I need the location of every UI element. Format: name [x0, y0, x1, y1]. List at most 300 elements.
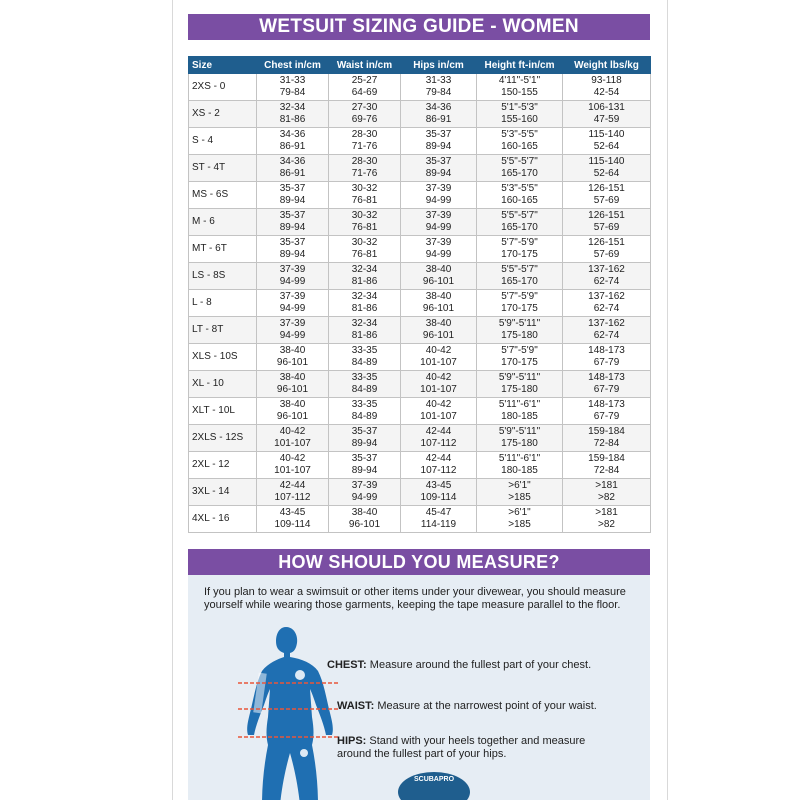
hips-metric: 94-99	[425, 222, 452, 233]
waist-label: WAIST:	[337, 700, 375, 712]
height-cell	[477, 236, 563, 263]
weight-metric: 67-79	[593, 384, 620, 395]
height-cell	[477, 74, 563, 101]
chest-cell	[257, 452, 329, 479]
chest-cell	[257, 209, 329, 236]
weight-cell	[563, 479, 651, 506]
weight-metric: 62-74	[593, 303, 620, 314]
waist-metric: 76-81	[351, 222, 378, 233]
chest-metric: 96-101	[276, 411, 309, 422]
weight-imperial: 137-162	[588, 264, 625, 275]
hips-metric: 94-99	[425, 249, 452, 260]
weight-imperial: 126-151	[588, 237, 625, 248]
height-metric: 160-165	[501, 195, 538, 206]
waist-cell	[329, 101, 401, 128]
height-metric: 175-180	[501, 438, 538, 449]
height-imperial: 5'9"-5'11"	[498, 318, 541, 329]
measure-section-title: HOW SHOULD YOU MEASURE?	[188, 549, 650, 575]
hips-metric: 109-114	[420, 492, 457, 503]
scubapro-logo	[398, 772, 470, 800]
chest-metric: 86-91	[279, 141, 306, 152]
waist-metric: 89-94	[351, 465, 378, 476]
size-cell: MT - 6T	[189, 236, 257, 263]
weight-metric: 47-59	[593, 114, 620, 125]
hips-metric: 101-107	[420, 411, 457, 422]
hips-cell	[401, 101, 477, 128]
table-row	[189, 74, 651, 101]
hips-cell	[401, 236, 477, 263]
waist-metric: 94-99	[351, 492, 378, 503]
weight-metric: 72-84	[593, 438, 620, 449]
chest-imperial: 42-44	[279, 480, 306, 491]
height-metric: 170-175	[501, 357, 538, 368]
weight-metric: 57-69	[593, 195, 620, 206]
height-cell	[477, 398, 563, 425]
waist-imperial: 32-34	[351, 318, 378, 329]
table-row	[189, 101, 651, 128]
size-cell: 4XL - 16	[189, 506, 257, 533]
hips-cell	[401, 344, 477, 371]
size-cell: 3XL - 14	[189, 479, 257, 506]
waist-metric: 84-89	[351, 411, 378, 422]
height-imperial: 5'1"-5'3"	[501, 102, 538, 113]
table-row	[189, 479, 651, 506]
waist-cell	[329, 344, 401, 371]
wetsuit-figure-illustration	[228, 625, 348, 800]
hips-cell	[401, 263, 477, 290]
hips-imperial: 45-47	[425, 507, 452, 518]
hips-cell	[401, 425, 477, 452]
weight-metric: 52-64	[593, 141, 620, 152]
waist-cell	[329, 398, 401, 425]
waist-metric: 89-94	[351, 438, 378, 449]
chest-text: Measure around the fullest part of your chest.	[366, 659, 592, 671]
weight-cell	[563, 128, 651, 155]
height-imperial: 5'9"-5'11"	[498, 426, 541, 437]
weight-metric: >82	[598, 492, 615, 503]
height-imperial: 4'11"-5'1"	[498, 75, 541, 86]
hips-metric: 96-101	[422, 330, 455, 341]
height-imperial: 5'5"-5'7"	[501, 264, 538, 275]
weight-cell	[563, 506, 651, 533]
hips-cell	[401, 479, 477, 506]
height-metric: 165-170	[501, 168, 538, 179]
weight-imperial: 148-173	[588, 399, 625, 410]
hips-imperial: 31-33	[425, 75, 452, 86]
size-cell: XL - 10	[189, 371, 257, 398]
height-cell	[477, 101, 563, 128]
weight-imperial: >181	[595, 507, 618, 518]
weight-metric: >82	[598, 519, 615, 530]
waist-cell	[329, 425, 401, 452]
chest-cell	[257, 74, 329, 101]
waist-metric: 96-101	[348, 519, 381, 530]
waist-cell	[329, 209, 401, 236]
height-metric: 175-180	[501, 330, 538, 341]
waist-metric: 84-89	[351, 384, 378, 395]
weight-cell	[563, 344, 651, 371]
waist-imperial: 35-37	[351, 426, 378, 437]
waist-imperial: 33-35	[351, 399, 378, 410]
height-metric: 165-170	[501, 276, 538, 287]
hips-metric: 89-94	[425, 168, 452, 179]
chest-cell	[257, 182, 329, 209]
hips-imperial: 38-40	[425, 291, 452, 302]
chest-imperial: 40-42	[279, 426, 306, 437]
height-metric: 175-180	[501, 384, 538, 395]
size-cell: 2XL - 12	[189, 452, 257, 479]
waist-cell	[329, 74, 401, 101]
measure-intro: If you plan to wear a swimsuit or other items under your divewear, you should measure yourself while wearing those garments, keeping the tape measure parallel to the floor.	[204, 586, 626, 611]
height-cell	[477, 209, 563, 236]
waist-imperial: 28-30	[351, 129, 378, 140]
chest-cell	[257, 236, 329, 263]
chest-cell	[257, 101, 329, 128]
hips-cell	[401, 182, 477, 209]
weight-cell	[563, 155, 651, 182]
chest-cell	[257, 155, 329, 182]
height-metric: 155-160	[501, 114, 538, 125]
height-cell	[477, 344, 563, 371]
weight-metric: 72-84	[593, 465, 620, 476]
waist-imperial: 38-40	[351, 507, 378, 518]
header-hips: Hips in/cm	[401, 57, 477, 74]
table-header-row	[189, 57, 651, 74]
hips-text: Stand with your heels together and measure around the fullest part of your hips.	[337, 735, 586, 760]
chest-metric: 96-101	[276, 384, 309, 395]
height-cell	[477, 425, 563, 452]
hips-metric: 101-107	[420, 384, 457, 395]
hips-metric: 79-84	[425, 87, 452, 98]
weight-metric: 42-54	[593, 87, 620, 98]
chest-metric: 89-94	[279, 222, 306, 233]
weight-imperial: 115-140	[588, 156, 625, 167]
logo-text: SCUBAPRO	[413, 776, 455, 783]
waist-imperial: 33-35	[351, 345, 378, 356]
chest-imperial: 34-36	[279, 156, 306, 167]
header-waist: Waist in/cm	[329, 57, 401, 74]
hips-imperial: 42-44	[425, 453, 452, 464]
waist-imperial: 32-34	[351, 291, 378, 302]
hips-metric: 96-101	[422, 303, 455, 314]
header-weight: Weight lbs/kg	[563, 57, 651, 74]
height-cell	[477, 155, 563, 182]
height-imperial: 5'5"-5'7"	[501, 210, 538, 221]
height-imperial: 5'7"-5'9"	[501, 345, 538, 356]
height-imperial: 5'7"-5'9"	[501, 237, 538, 248]
chest-metric: 89-94	[279, 195, 306, 206]
chest-metric: 96-101	[276, 357, 309, 368]
chest-metric: 89-94	[279, 249, 306, 260]
waist-metric: 81-86	[351, 303, 378, 314]
size-cell: 2XLS - 12S	[189, 425, 257, 452]
chest-imperial: 34-36	[279, 129, 306, 140]
weight-imperial: 148-173	[588, 345, 625, 356]
hips-imperial: 37-39	[425, 237, 452, 248]
height-cell	[477, 479, 563, 506]
size-cell: ST - 4T	[189, 155, 257, 182]
waist-metric: 76-81	[351, 195, 378, 206]
hips-cell	[401, 155, 477, 182]
chest-metric: 79-84	[279, 87, 306, 98]
chest-imperial: 38-40	[279, 345, 306, 356]
waist-cell	[329, 452, 401, 479]
height-imperial: 5'3"-5'5"	[501, 129, 538, 140]
size-cell: L - 8	[189, 290, 257, 317]
waist-cell	[329, 479, 401, 506]
weight-cell	[563, 209, 651, 236]
table-row	[189, 506, 651, 533]
waist-cell	[329, 317, 401, 344]
height-imperial: 5'11"-6'1"	[498, 399, 541, 410]
header-height: Height ft-in/cm	[477, 57, 563, 74]
hips-imperial: 38-40	[425, 264, 452, 275]
chest-metric: 94-99	[279, 276, 306, 287]
sizing-table	[188, 56, 651, 533]
chest-cell	[257, 479, 329, 506]
chest-cell	[257, 290, 329, 317]
waist-metric: 84-89	[351, 357, 378, 368]
hips-cell	[401, 452, 477, 479]
weight-imperial: 93-118	[591, 75, 622, 86]
waist-imperial: 27-30	[351, 102, 378, 113]
hips-cell	[401, 371, 477, 398]
height-cell	[477, 182, 563, 209]
hips-cell	[401, 209, 477, 236]
chest-imperial: 43-45	[279, 507, 306, 518]
chest-imperial: 35-37	[279, 210, 306, 221]
hips-imperial: 40-42	[425, 345, 452, 356]
waist-imperial: 33-35	[351, 372, 378, 383]
waist-cell	[329, 371, 401, 398]
weight-cell	[563, 398, 651, 425]
hips-cell	[401, 398, 477, 425]
height-metric: 165-170	[501, 222, 538, 233]
height-metric: 160-165	[501, 141, 538, 152]
size-cell: XLT - 10L	[189, 398, 257, 425]
weight-cell	[563, 101, 651, 128]
hips-imperial: 40-42	[425, 399, 452, 410]
table-row	[189, 236, 651, 263]
weight-metric: 57-69	[593, 249, 620, 260]
chest-metric: 81-86	[279, 114, 306, 125]
height-metric: >185	[508, 519, 531, 530]
hips-metric: 114-119	[420, 519, 457, 530]
chest-imperial: 38-40	[279, 399, 306, 410]
table-row	[189, 155, 651, 182]
height-metric: 150-155	[501, 87, 538, 98]
waist-imperial: 30-32	[351, 237, 378, 248]
waist-metric: 71-76	[351, 168, 378, 179]
hips-cell	[401, 74, 477, 101]
chest-metric: 107-112	[274, 492, 311, 503]
chest-cell	[257, 263, 329, 290]
hips-metric: 89-94	[425, 141, 452, 152]
measure-panel	[188, 575, 650, 800]
weight-metric: 62-74	[593, 330, 620, 341]
table-row	[189, 263, 651, 290]
height-imperial: 5'7"-5'9"	[501, 291, 538, 302]
weight-metric: 57-69	[593, 222, 620, 233]
weight-imperial: 106-131	[588, 102, 625, 113]
table-row	[189, 452, 651, 479]
chest-label: CHEST:	[327, 659, 367, 671]
size-cell: LS - 8S	[189, 263, 257, 290]
height-imperial: 5'9"-5'11"	[498, 372, 541, 383]
chest-cell	[257, 344, 329, 371]
height-imperial: 5'11"-6'1"	[498, 453, 541, 464]
chest-metric: 86-91	[279, 168, 306, 179]
hips-imperial: 37-39	[425, 183, 452, 194]
weight-cell	[563, 317, 651, 344]
waist-metric: 69-76	[351, 114, 378, 125]
table-row	[189, 344, 651, 371]
waist-text: Measure at the narrowest point of your waist.	[374, 700, 597, 712]
weight-imperial: 137-162	[588, 318, 625, 329]
chest-metric: 94-99	[279, 303, 306, 314]
waist-imperial: 28-30	[351, 156, 378, 167]
chest-cell	[257, 317, 329, 344]
height-cell	[477, 128, 563, 155]
weight-metric: 52-64	[593, 168, 620, 179]
weight-cell	[563, 263, 651, 290]
hips-instruction	[337, 735, 612, 761]
weight-imperial: 159-184	[588, 426, 625, 437]
header-size: Size	[189, 57, 257, 74]
hips-imperial: 42-44	[425, 426, 452, 437]
hips-metric: 101-107	[420, 357, 457, 368]
waist-imperial: 25-27	[351, 75, 378, 86]
waist-metric: 81-86	[351, 276, 378, 287]
hips-metric: 96-101	[422, 276, 455, 287]
height-cell	[477, 371, 563, 398]
height-imperial: 5'3"-5'5"	[501, 183, 538, 194]
weight-cell	[563, 371, 651, 398]
waist-metric: 81-86	[351, 330, 378, 341]
hips-cell	[401, 128, 477, 155]
hips-metric: 94-99	[425, 195, 452, 206]
weight-imperial: 159-184	[588, 453, 625, 464]
size-cell: XLS - 10S	[189, 344, 257, 371]
waist-cell	[329, 506, 401, 533]
chest-imperial: 35-37	[279, 183, 306, 194]
height-cell	[477, 452, 563, 479]
table-row	[189, 398, 651, 425]
weight-imperial: 126-151	[588, 210, 625, 221]
waist-cell	[329, 155, 401, 182]
hips-label: HIPS:	[337, 735, 367, 747]
chest-instruction	[327, 659, 637, 672]
weight-cell	[563, 425, 651, 452]
height-cell	[477, 290, 563, 317]
chest-cell	[257, 371, 329, 398]
chest-imperial: 37-39	[279, 291, 306, 302]
weight-imperial: >181	[595, 480, 618, 491]
hips-metric: 107-112	[420, 465, 457, 476]
waist-instruction	[337, 700, 637, 713]
size-cell: MS - 6S	[189, 182, 257, 209]
table-row	[189, 317, 651, 344]
chest-metric: 94-99	[279, 330, 306, 341]
size-cell: LT - 8T	[189, 317, 257, 344]
chest-imperial: 32-34	[279, 102, 306, 113]
chest-metric: 109-114	[274, 519, 311, 530]
height-imperial: >6'1"	[508, 480, 531, 491]
table-row	[189, 371, 651, 398]
size-cell: 2XS - 0	[189, 74, 257, 101]
chest-imperial: 31-33	[279, 75, 306, 86]
hips-cell	[401, 506, 477, 533]
weight-cell	[563, 452, 651, 479]
hips-cell	[401, 317, 477, 344]
height-metric: 170-175	[501, 249, 538, 260]
size-cell: M - 6	[189, 209, 257, 236]
page-title: WETSUIT SIZING GUIDE - WOMEN	[188, 14, 650, 40]
weight-cell	[563, 236, 651, 263]
waist-cell	[329, 128, 401, 155]
table-row	[189, 182, 651, 209]
waist-cell	[329, 290, 401, 317]
hips-imperial: 34-36	[425, 102, 452, 113]
weight-metric: 62-74	[593, 276, 620, 287]
hips-metric: 86-91	[425, 114, 452, 125]
weight-cell	[563, 74, 651, 101]
chest-cell	[257, 128, 329, 155]
weight-cell	[563, 290, 651, 317]
waist-imperial: 30-32	[351, 210, 378, 221]
height-metric: 180-185	[501, 465, 538, 476]
waist-imperial: 30-32	[351, 183, 378, 194]
sizing-guide-page	[172, 0, 668, 800]
waist-metric: 76-81	[351, 249, 378, 260]
table-row	[189, 425, 651, 452]
chest-metric: 101-107	[274, 438, 311, 449]
chest-cell	[257, 425, 329, 452]
hips-cell	[401, 290, 477, 317]
waist-cell	[329, 182, 401, 209]
table-row	[189, 209, 651, 236]
waist-metric: 71-76	[351, 141, 378, 152]
chest-imperial: 38-40	[279, 372, 306, 383]
height-imperial: 5'5"-5'7"	[501, 156, 538, 167]
header-chest: Chest in/cm	[257, 57, 329, 74]
chest-imperial: 35-37	[279, 237, 306, 248]
weight-imperial: 137-162	[588, 291, 625, 302]
chest-cell	[257, 506, 329, 533]
chest-cell	[257, 398, 329, 425]
table-row	[189, 128, 651, 155]
waist-metric: 64-69	[351, 87, 378, 98]
height-metric: >185	[508, 492, 531, 503]
hips-metric: 107-112	[420, 438, 457, 449]
height-metric: 170-175	[501, 303, 538, 314]
hips-imperial: 40-42	[425, 372, 452, 383]
weight-imperial: 126-151	[588, 183, 625, 194]
chest-imperial: 37-39	[279, 318, 306, 329]
waist-imperial: 35-37	[351, 453, 378, 464]
height-imperial: >6'1"	[508, 507, 531, 518]
height-cell	[477, 317, 563, 344]
size-cell: XS - 2	[189, 101, 257, 128]
weight-metric: 67-79	[593, 357, 620, 368]
waist-cell	[329, 236, 401, 263]
hips-imperial: 35-37	[425, 129, 452, 140]
weight-imperial: 115-140	[588, 129, 625, 140]
weight-metric: 67-79	[593, 411, 620, 422]
weight-imperial: 148-173	[588, 372, 625, 383]
height-metric: 180-185	[501, 411, 538, 422]
size-cell: S - 4	[189, 128, 257, 155]
